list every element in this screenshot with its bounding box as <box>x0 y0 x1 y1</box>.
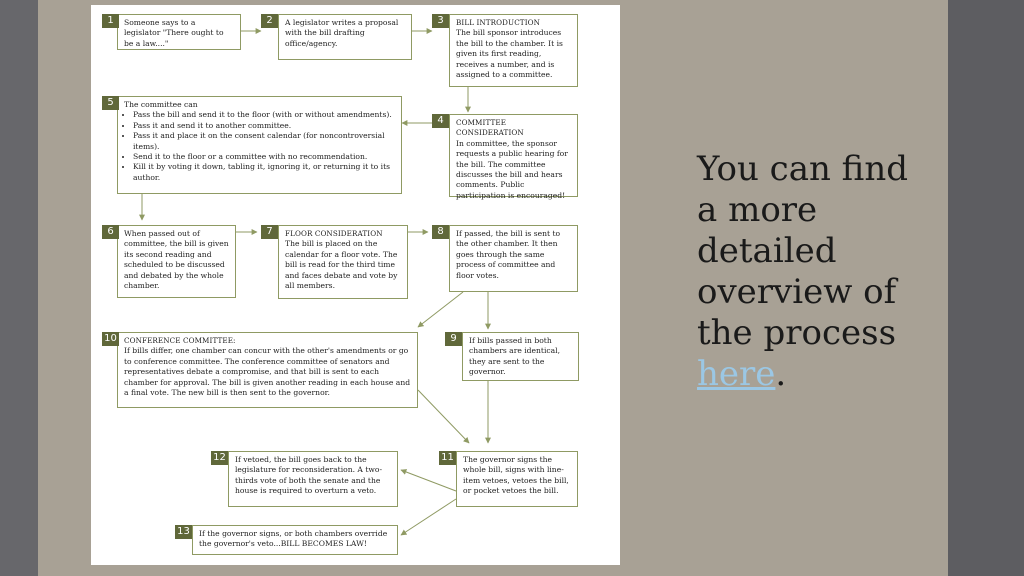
step-6-box <box>117 225 236 298</box>
committee-option: • Send it to the floor or a committee with no recommendation. <box>133 152 395 162</box>
step-10-heading: CONFERENCE COMMITTEE: <box>124 336 236 345</box>
step-9-text: If bills passed in both chambers are identical, they are sent to the governor. <box>469 336 561 377</box>
step-13-number: 13 <box>175 525 192 539</box>
step-8-text: If passed, the bill is sent to the other chamber. It then goes through the same process of committee and floor votes. <box>456 229 561 280</box>
side-note <box>697 149 922 395</box>
step-5-number: 5 <box>102 96 119 110</box>
step-6-number: 6 <box>102 225 119 239</box>
step-9-number: 9 <box>445 332 462 346</box>
committee-options-list <box>124 110 395 183</box>
step-12-box <box>228 451 398 507</box>
step-6-text: When passed out of committee, the bill is given its second reading and scheduled to be discussed and debated by the whole chamber. <box>124 229 229 291</box>
step-9-box <box>462 332 579 381</box>
step-8-number: 8 <box>432 225 449 239</box>
arrow-10-to-11 <box>418 390 469 443</box>
step-10-box <box>117 332 418 408</box>
step-5-box <box>117 96 402 194</box>
arrow-11-to-13 <box>401 499 456 535</box>
step-2-box <box>278 14 412 60</box>
arrow-8-to-10 <box>418 292 463 327</box>
side-note-text: You can find a more detailed overview of the process <box>697 149 909 353</box>
step-11-text: The governor signs the whole bill, signs with line-item vetoes, vetoes the bill, or pocket vetoes the bill. <box>463 455 569 496</box>
committee-option: • Kill it by voting it down, tabling it, ignoring it, or returning it to its author. <box>133 162 395 183</box>
step-4-text: In committee, the sponsor requests a public hearing for the bill. The committee discusses the bill and hears comments. Public participation is encouraged! <box>456 138 568 200</box>
step-2-number: 2 <box>261 14 278 28</box>
left-frame-strip <box>0 0 38 576</box>
step-12-text: If vetoed, the bill goes back to the legislature for reconsideration. A two-thirds vote of both the senate and the house is required to overturn a veto. <box>235 455 383 496</box>
step-7-box <box>278 225 408 299</box>
committee-option: • Pass it and send it to another committee. <box>133 121 395 131</box>
bill-process-flowchart <box>91 5 620 565</box>
step-3-box <box>449 14 578 87</box>
right-frame-strip <box>948 0 1024 576</box>
step-11-box <box>456 451 578 507</box>
step-11-number: 11 <box>439 451 456 465</box>
step-3-heading: BILL INTRODUCTION <box>456 18 541 27</box>
committee-option: • Pass it and place it on the consent calendar (for noncontroversial items). <box>133 131 395 152</box>
step-7-number: 7 <box>261 225 278 239</box>
arrow-11-to-12 <box>401 470 456 491</box>
step-5-text: The committee can <box>124 100 198 109</box>
step-4-heading: COMMITTEE CONSIDERATION <box>456 118 524 138</box>
step-10-number: 10 <box>102 332 119 346</box>
step-4-box <box>449 114 578 200</box>
step-12-number: 12 <box>211 451 228 465</box>
step-4-number: 4 <box>432 114 449 128</box>
here-link[interactable]: here <box>697 354 776 394</box>
step-7-heading: FLOOR CONSIDERATION <box>285 229 383 238</box>
step-1-number: 1 <box>102 14 119 28</box>
side-note-period: . <box>775 354 787 394</box>
step-3-text: The bill sponsor introduces the bill to the chamber. It is given its first reading, receives a number, and is assigned to a committee. <box>456 28 563 80</box>
step-1-text: Someone says to a legislator "There ought to be a law...." <box>124 18 224 48</box>
step-3-number: 3 <box>432 14 449 28</box>
step-13-text: If the governor signs, or both chambers override the governor's veto...BILL BECOMES LAW! <box>199 529 388 549</box>
step-1-box <box>117 14 241 50</box>
step-8-box <box>449 225 578 292</box>
step-10-text: If bills differ, one chamber can concur with the other's amendments or go to conference committee. The conference committee of senators and representatives debate a compromise, and that bill is sent to each chamber for approval. The bill is given another reading in each house and a final vote. The new bill is then sent to the governor. <box>124 346 411 398</box>
committee-option: • Pass the bill and send it to the floor (with or without amendments). <box>133 110 395 120</box>
step-2-text: A legislator writes a proposal with the bill drafting office/agency. <box>285 18 399 48</box>
step-13-box <box>192 525 398 555</box>
step-7-text: The bill is placed on the calendar for a floor vote. The bill is read for the third time and faces debate and vote by all members. <box>285 239 398 291</box>
